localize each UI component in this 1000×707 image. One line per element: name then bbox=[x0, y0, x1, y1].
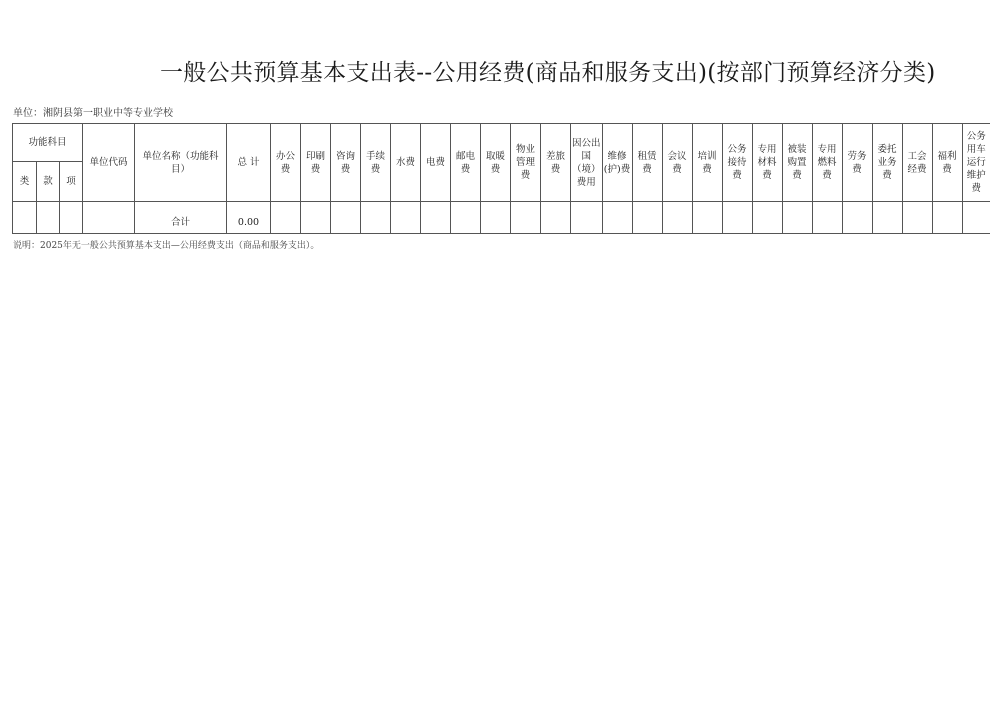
xiang-header: 项 bbox=[60, 162, 83, 202]
cell-unit-code bbox=[83, 202, 135, 234]
lei-header: 类 bbox=[13, 162, 37, 202]
col-header: 公务接待费 bbox=[722, 124, 752, 202]
cell-lei bbox=[13, 202, 37, 234]
total-header: 总 计 bbox=[227, 124, 271, 202]
expenditure-table bbox=[12, 123, 990, 234]
col-header: 维修(护)费 bbox=[602, 124, 632, 202]
cell-empty bbox=[451, 202, 481, 234]
col-header: 取暖费 bbox=[481, 124, 511, 202]
cell-xiang bbox=[60, 202, 83, 234]
table-row bbox=[13, 202, 991, 234]
cell-empty bbox=[511, 202, 541, 234]
cell-empty bbox=[632, 202, 662, 234]
col-header: 电费 bbox=[421, 124, 451, 202]
page-title: 一般公共预算基本支出表--公用经费(商品和服务支出)(按部门预算经济分类) bbox=[160, 60, 936, 86]
col-header: 因公出国（境）费用 bbox=[571, 124, 603, 202]
cell-unit-name: 合计 bbox=[135, 202, 227, 234]
cell-empty bbox=[692, 202, 722, 234]
cell-empty bbox=[752, 202, 782, 234]
unit-label: 单位：湘阴县第一职业中等专业学校 bbox=[13, 108, 173, 119]
cell-empty bbox=[812, 202, 842, 234]
cell-empty bbox=[782, 202, 812, 234]
col-header: 咨询费 bbox=[331, 124, 361, 202]
cell-empty bbox=[331, 202, 361, 234]
cell-empty bbox=[421, 202, 451, 234]
cell-empty bbox=[602, 202, 632, 234]
col-header: 专用燃料费 bbox=[812, 124, 842, 202]
col-header: 手续费 bbox=[361, 124, 391, 202]
col-header: 委托业务费 bbox=[872, 124, 902, 202]
col-header: 劳务费 bbox=[842, 124, 872, 202]
cell-empty bbox=[662, 202, 692, 234]
col-header: 培训费 bbox=[692, 124, 722, 202]
col-header: 福利费 bbox=[932, 124, 962, 202]
cell-empty bbox=[932, 202, 962, 234]
col-header: 办公费 bbox=[271, 124, 301, 202]
col-header: 邮电费 bbox=[451, 124, 481, 202]
cell-empty bbox=[902, 202, 932, 234]
header-row-1 bbox=[13, 124, 991, 162]
cell-empty bbox=[571, 202, 603, 234]
unit-code-header: 单位代码 bbox=[83, 124, 135, 202]
cell-empty bbox=[872, 202, 902, 234]
cell-empty bbox=[481, 202, 511, 234]
cell-empty bbox=[361, 202, 391, 234]
cell-total: 0.00 bbox=[227, 202, 271, 234]
kuan-header: 款 bbox=[37, 162, 60, 202]
cell-kuan bbox=[37, 202, 60, 234]
col-header: 印刷费 bbox=[301, 124, 331, 202]
cell-empty bbox=[962, 202, 990, 234]
cell-empty bbox=[842, 202, 872, 234]
col-header: 公务用车运行维护费 bbox=[962, 124, 990, 202]
col-header: 被装购置费 bbox=[782, 124, 812, 202]
col-header: 工会经费 bbox=[902, 124, 932, 202]
col-header: 会议费 bbox=[662, 124, 692, 202]
unit-name-header: 单位名称（功能科目） bbox=[135, 124, 227, 202]
func-group-header: 功能科目 bbox=[13, 124, 83, 162]
cell-empty bbox=[391, 202, 421, 234]
footnote: 说明：2025年无一般公共预算基本支出—公用经费支出（商品和服务支出）。 bbox=[13, 241, 320, 251]
col-header: 差旅费 bbox=[541, 124, 571, 202]
cell-empty bbox=[722, 202, 752, 234]
col-header: 水费 bbox=[391, 124, 421, 202]
cell-empty bbox=[541, 202, 571, 234]
cell-empty bbox=[271, 202, 301, 234]
cell-empty bbox=[301, 202, 331, 234]
col-header: 物业管理费 bbox=[511, 124, 541, 202]
col-header: 专用材料费 bbox=[752, 124, 782, 202]
col-header: 租赁费 bbox=[632, 124, 662, 202]
